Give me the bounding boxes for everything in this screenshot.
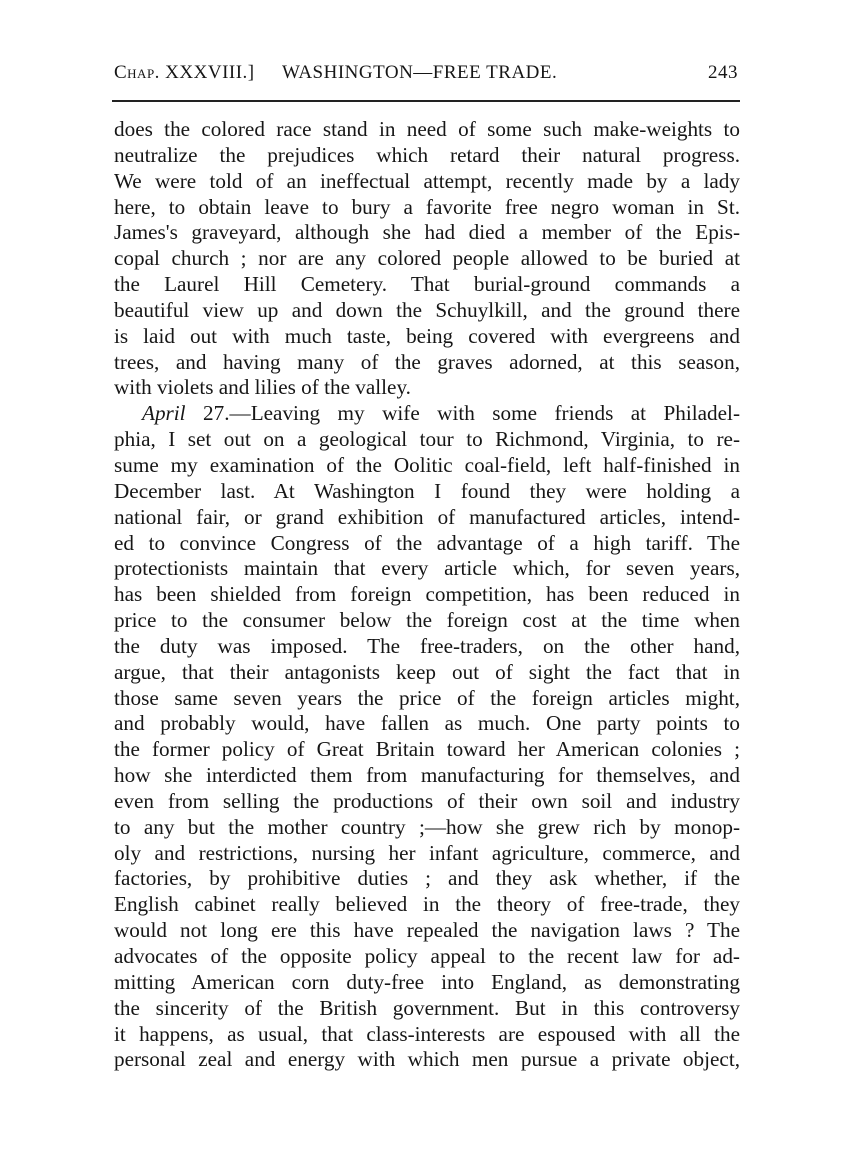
- text-line: sume my examination of the Oolitic coal-field, left half-finished in: [114, 452, 740, 477]
- text-line: advocates of the opposite policy appeal to the recent law for ad-: [114, 944, 740, 968]
- text-line: ed to convince Congress of the advantage of a high tariff. The: [114, 530, 740, 555]
- text-line: how she interdicted them from manufacturing for themselves, and: [114, 763, 740, 788]
- text-line: We were told of an ineffectual attempt, recently made by a lady: [114, 168, 740, 193]
- text-line: with violets and lilies of the valley.: [114, 375, 411, 400]
- text-line: factories, by prohibitive duties ; and they ask whether, if the: [114, 866, 740, 891]
- text-line: here, to obtain leave to bury a favorite free negro woman in St.: [114, 194, 740, 219]
- text-line: even from selling the productions of their own soil and industry: [114, 788, 740, 813]
- text-line: the former policy of Great Britain toward her American colonies ;: [114, 737, 740, 762]
- text-line: to any but the mother country ;—how she grew rich by monop-: [114, 814, 740, 839]
- text-line: does the colored race stand in need of some such make-weights to: [114, 117, 740, 141]
- text-line: English cabinet really believed in the theory of free-trade, they: [114, 892, 740, 917]
- text-line: is laid out with much taste, being covered with evergreens and: [114, 323, 740, 348]
- text-line: the sincerity of the British government. But in this controversy: [114, 995, 740, 1020]
- text-line: oly and restrictions, nursing her infant agriculture, commerce, and: [114, 840, 740, 865]
- header-rule: [112, 100, 740, 102]
- text-line: neutralize the prejudices which retard their natural progress.: [114, 142, 740, 167]
- text-line: James's graveyard, although she had died a member of the Epis-: [114, 220, 740, 245]
- running-head: [114, 62, 738, 88]
- text-line: December last. At Washington I found they were holding a: [114, 478, 740, 503]
- text-line: copal church ; nor are any colored people allowed to be buried at: [114, 246, 740, 271]
- running-title: WASHINGTON—FREE TRADE.: [282, 62, 558, 83]
- text-line: has been shielded from foreign competition, has been reduced in: [114, 582, 740, 607]
- text-line: the duty was imposed. The free-traders, on the other hand,: [114, 633, 740, 658]
- text-line: phia, I set out on a geological tour to Richmond, Virginia, to re-: [114, 427, 740, 452]
- date-label: April: [142, 401, 186, 426]
- text-line: would not long ere this have repealed the navigation laws ? The: [114, 918, 740, 943]
- text-line: personal zeal and energy with which men pursue a private object,: [114, 1047, 740, 1072]
- body-text: [114, 117, 740, 1073]
- text-line: mitting American corn duty-free into England, as demonstrating: [114, 969, 740, 994]
- text-line: beautiful view up and down the Schuylkill, and the ground there: [114, 297, 740, 322]
- page-number: 243: [708, 62, 738, 83]
- text-line: price to the consumer below the foreign cost at the time when: [114, 608, 740, 633]
- chapter-label: Chap. XXXVIII.]: [114, 62, 255, 83]
- text-line: those same seven years the price of the foreign articles might,: [114, 685, 740, 710]
- text-line: protectionists maintain that every article which, for seven years,: [114, 556, 740, 581]
- paragraph-start-line: [114, 401, 740, 427]
- text-line: it happens, as usual, that class-interests are espoused with all the: [114, 1021, 740, 1046]
- text-line: and probably would, have fallen as much. One party points to: [114, 711, 740, 736]
- text-line: the Laurel Hill Cemetery. That burial-ground commands a: [114, 272, 740, 297]
- text-line: argue, that their antagonists keep out of sight the fact that in: [114, 659, 740, 684]
- text-line: national fair, or grand exhibition of manufactured articles, intend-: [114, 504, 740, 529]
- date-rest: 27.—Leaving my wife with some friends at Philadel-: [203, 401, 740, 426]
- text-line: trees, and having many of the graves adorned, at this season,: [114, 349, 740, 374]
